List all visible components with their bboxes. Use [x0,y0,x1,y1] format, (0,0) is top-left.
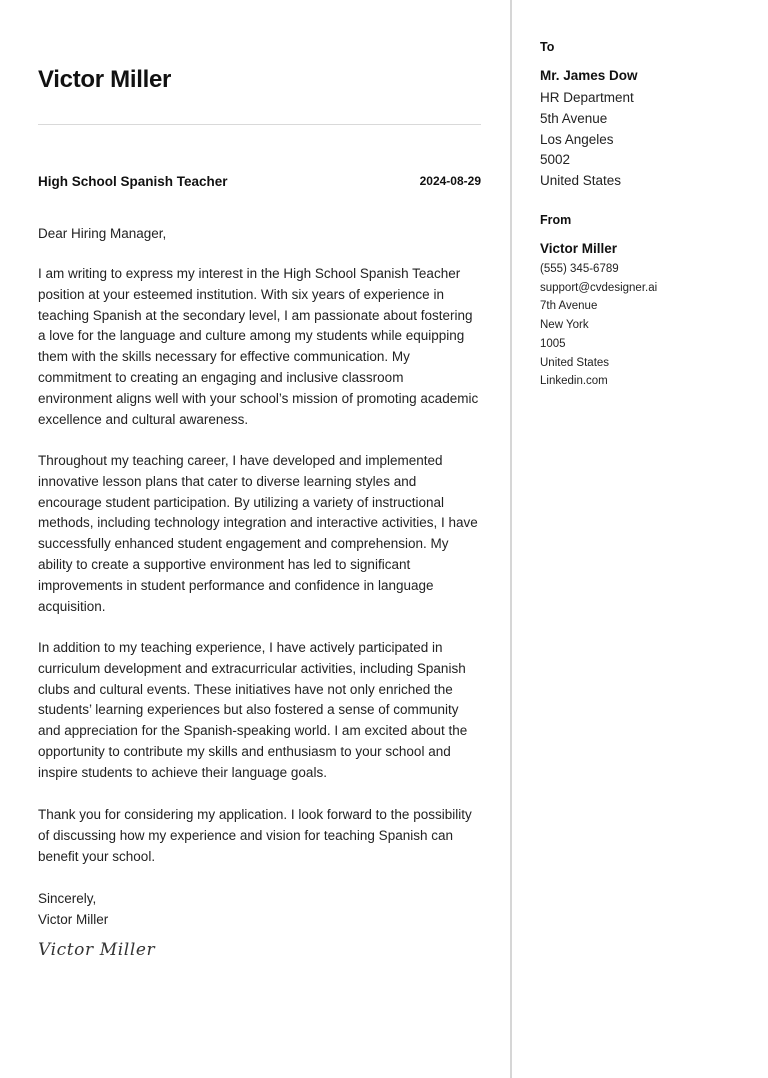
contact-sidebar [510,0,768,1078]
header-divider [38,124,481,125]
sender-street: 7th Avenue [540,300,598,313]
sender-zip: 1005 [540,337,566,350]
sender-phone: (555) 345-6789 [540,263,619,275]
letter-date: 2024-08-29 [419,174,481,188]
sender-contact [540,260,657,391]
body-paragraph-4: Thank you for considering my application. I look forward to the possibility of discussing how my experience and vision for teaching Spanish can benefit your school. [38,807,472,864]
body-paragraph-3: In addition to my teaching experience, I have actively participated in curriculum development and extracurricular activities, including Spanish clubs and cultural events. These initiatives have not only enriched the students’ learning experiences but also fostered a sense of community and appreciation for the Spanish-speaking world. I am excited about the opportunity to contribute my skills and enthusiasm to your school and inspire students to achieve their language goals. [38,640,468,780]
to-label: To [540,40,555,54]
body-paragraph-1: I am writing to express my interest in the High School Spanish Teacher position at your esteemed institution. With six years of experience in teaching Spanish at the secondary level, I am passionate about fostering a love for the language and culture among my students while equipping them with the skills necessary for effective communication. My commitment to creating an engaging and inclusive classroom environment aligns well with your school’s mission of promoting academic excellence and cultural awareness. [38,266,479,427]
recipient-city: Los Angeles [540,131,614,147]
closing-block [38,889,108,931]
sender-name-heading: Victor Miller [38,66,172,93]
from-label: From [540,213,572,227]
sender-name: Victor Miller [540,241,618,256]
closing-phrase: Sincerely, [38,891,97,906]
handwritten-signature: Victor Miller [38,940,156,960]
sender-city: New York [540,319,589,332]
sender-website: Linkedin.com [540,375,608,388]
recipient-department: HR Department [540,90,634,105]
recipient-street: 5th Avenue [540,110,608,126]
recipient-name: Mr. James Dow [540,68,638,83]
job-title: High School Spanish Teacher [38,174,228,189]
closing-name: Victor Miller [38,911,109,927]
recipient-country: United States [540,173,622,189]
sender-country: United States [540,356,610,369]
sender-email: support@cvdesigner.ai [540,281,658,294]
body-paragraph-2: Throughout my teaching career, I have developed and implemented innovative lesson plans that cater to diverse learning styles and encourage student participation. By utilizing a variety of instructional methods, including technology integration and interactive activities, I have successfully enhanced student engagement and comprehension. My ability to create a supportive environment has led to significant improvements in student performance and confidence in language acquisition. [38,453,478,614]
recipient-address [540,88,634,192]
salutation: Dear Hiring Manager, [38,226,167,241]
recipient-zip: 5002 [540,152,571,168]
